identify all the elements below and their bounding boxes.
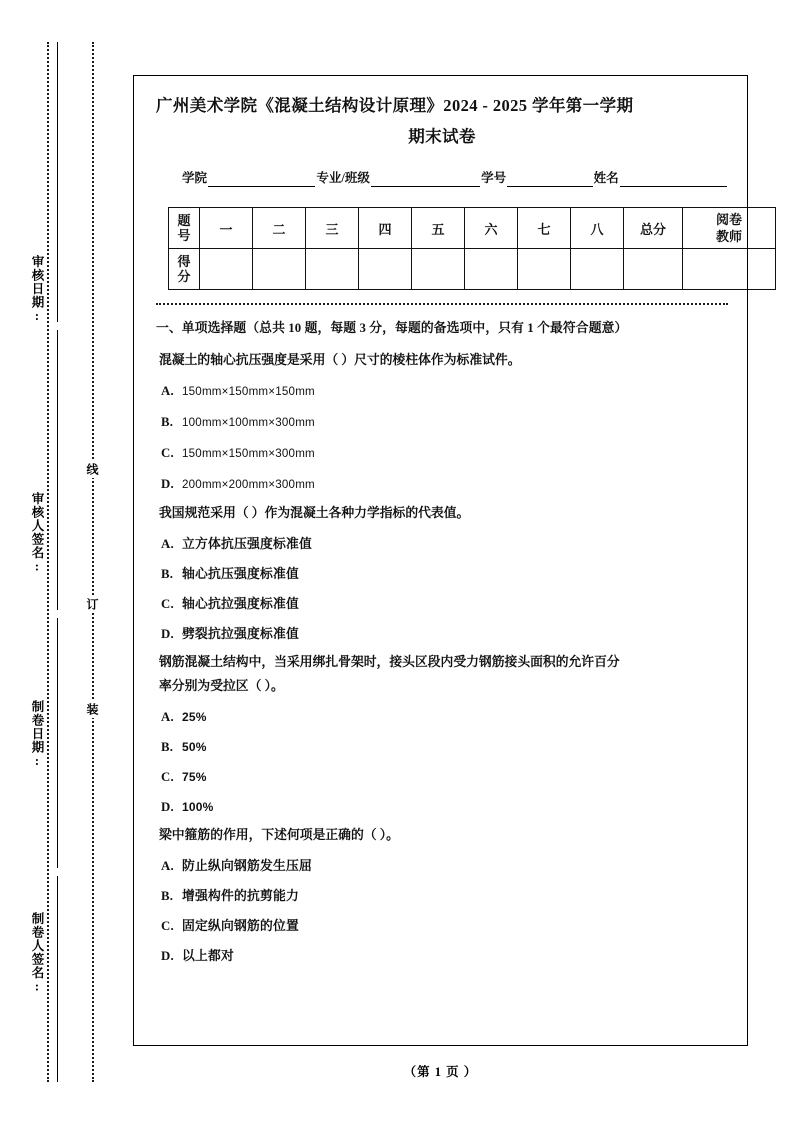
column-header-7: 七	[518, 208, 571, 249]
question-4-option-b[interactable]	[156, 885, 728, 907]
question-body	[156, 314, 728, 967]
seal-char-pack: 装	[84, 700, 101, 718]
major-input[interactable]	[371, 171, 480, 187]
margin-rule-3	[57, 618, 58, 868]
score-cell-1[interactable]	[200, 249, 253, 290]
option-text: 100mm×100mm×300mm	[182, 416, 315, 429]
margin-rule-2	[57, 330, 58, 610]
seal-char-bind: 订	[84, 595, 101, 613]
question-1-option-b[interactable]	[156, 411, 728, 434]
score-cell-grading-teacher[interactable]	[683, 249, 776, 290]
question-4-option-d[interactable]	[156, 945, 728, 967]
option-letter: D.	[161, 800, 174, 814]
question-4-option-a[interactable]	[156, 855, 728, 877]
question-3-option-c[interactable]	[156, 766, 728, 788]
outer-dashed-line	[47, 42, 49, 1082]
score-table	[168, 207, 776, 290]
margin-rule-4	[57, 876, 58, 1082]
column-header-8: 八	[571, 208, 624, 249]
dotted-separator	[156, 303, 728, 305]
option-text: 50%	[182, 740, 207, 754]
column-header-5: 五	[412, 208, 465, 249]
question-stem	[156, 501, 728, 525]
college-input[interactable]	[208, 171, 315, 187]
college-label: 学院	[182, 171, 208, 185]
left-margin-strip	[0, 0, 133, 1122]
option-letter: C.	[161, 446, 174, 460]
student-id-input[interactable]	[507, 171, 592, 187]
question-3-option-a[interactable]	[156, 706, 728, 728]
paper-date-label: 制卷日期:	[30, 700, 44, 769]
option-letter: D.	[161, 627, 174, 641]
student-id-label: 学号	[481, 171, 507, 185]
option-text: 增强构件的抗剪能力	[182, 889, 299, 903]
option-letter: B.	[161, 415, 174, 429]
inner-dashed-line	[92, 42, 94, 1082]
question-1-option-a[interactable]	[156, 380, 728, 403]
option-letter: D.	[161, 949, 174, 963]
question-3-option-d[interactable]	[156, 796, 728, 818]
section-heading: 一、单项选择题（总共 10 题，每题 3 分，每题的备选项中，只有 1 个最符合题意）	[156, 321, 628, 335]
option-text: 75%	[182, 770, 207, 784]
question-stem	[156, 348, 728, 372]
option-letter: B.	[161, 889, 174, 903]
option-letter: C.	[161, 919, 174, 933]
column-header-2: 二	[253, 208, 306, 249]
option-letter: B.	[161, 567, 174, 581]
column-header-grading-teacher	[683, 208, 776, 249]
option-text: 固定纵向钢筋的位置	[182, 919, 299, 933]
page-title-line1: 广州美术学院《混凝土结构设计原理》2024 - 2025 学年第一学期	[156, 96, 634, 115]
score-cell-6[interactable]	[465, 249, 518, 290]
major-label: 专业/班级	[316, 171, 370, 185]
question-3-stem-line-2: 率分别为受拉区（ ）。	[159, 679, 284, 693]
option-text: 立方体抗压强度标准值	[182, 537, 312, 551]
score-cell-4[interactable]	[359, 249, 412, 290]
score-cell-7[interactable]	[518, 249, 571, 290]
option-text: 劈裂抗拉强度标准值	[182, 627, 299, 641]
row-header-question-no-char2: 号	[177, 228, 191, 243]
score-cell-total[interactable]	[624, 249, 683, 290]
option-text: 以上都对	[182, 949, 234, 963]
column-header-3: 三	[306, 208, 359, 249]
question-1-option-c[interactable]	[156, 442, 728, 465]
score-cell-2[interactable]	[253, 249, 306, 290]
question-2-stem-line-1: 我国规范采用（ ）作为混凝土各种力学指标的代表值。	[159, 506, 470, 520]
column-header-6: 六	[465, 208, 518, 249]
option-text: 200mm×200mm×300mm	[182, 478, 315, 491]
page-footer: （第 1 页 ）	[403, 1065, 478, 1079]
student-info-row	[156, 168, 728, 187]
grading-teacher-line1: 阅卷	[715, 212, 742, 227]
question-1-stem-line-1: 混凝土的轴心抗压强度是采用（ ）尺寸的棱柱体作为标准试件。	[159, 353, 521, 367]
option-letter: A.	[161, 710, 174, 724]
option-letter: A.	[161, 537, 174, 551]
grading-teacher-line2: 教师	[715, 229, 742, 244]
table-row-question-numbers	[169, 208, 776, 249]
option-letter: B.	[161, 740, 174, 754]
paper-author-signature-label: 制卷人签名:	[30, 912, 44, 995]
row-header-question-no-char1: 题	[177, 213, 191, 228]
question-stem	[156, 823, 728, 847]
table-row-scores	[169, 249, 776, 290]
exam-inner-container	[156, 90, 742, 967]
question-4-stem-line-1: 梁中箍筋的作用，下述何项是正确的（ ）。	[159, 828, 399, 842]
question-2-option-a[interactable]	[156, 533, 728, 555]
row-header-score-char2: 分	[177, 269, 191, 284]
option-letter: D.	[161, 477, 174, 491]
row-header-score-char1: 得	[177, 254, 191, 269]
student-name-label: 姓名	[593, 171, 619, 185]
row-header-question-no	[169, 208, 200, 249]
option-letter: A.	[161, 859, 174, 873]
exam-content-frame	[133, 75, 748, 1046]
option-letter: C.	[161, 770, 174, 784]
question-3-stem-line-1: 钢筋混凝土结构中，当采用绑扎骨架时，接头区段内受力钢筋接头面积的允许百分	[159, 655, 620, 669]
seal-char-line: 线	[84, 460, 101, 478]
option-letter: A.	[161, 384, 174, 398]
column-header-total: 总分	[624, 208, 683, 249]
student-name-input[interactable]	[620, 171, 727, 187]
column-header-4: 四	[359, 208, 412, 249]
option-letter: C.	[161, 597, 174, 611]
question-3-option-b[interactable]	[156, 736, 728, 758]
score-cell-8[interactable]	[571, 249, 624, 290]
question-1-option-d[interactable]	[156, 473, 728, 496]
column-header-1: 一	[200, 208, 253, 249]
question-2-option-b[interactable]	[156, 563, 728, 585]
option-text: 100%	[182, 800, 214, 814]
review-date-label: 审核日期:	[30, 255, 44, 324]
score-cell-3[interactable]	[306, 249, 359, 290]
page-title	[156, 90, 728, 152]
question-2-option-c[interactable]	[156, 593, 728, 615]
question-2-option-d[interactable]	[156, 623, 728, 645]
question-stem	[156, 650, 728, 698]
score-cell-5[interactable]	[412, 249, 465, 290]
question-4-option-c[interactable]	[156, 915, 728, 937]
row-header-score	[169, 249, 200, 290]
option-text: 防止纵向钢筋发生压屈	[182, 859, 312, 873]
option-text: 150mm×150mm×150mm	[182, 385, 315, 398]
margin-rule-1	[57, 42, 58, 322]
page-title-line2: 期末试卷	[408, 127, 476, 146]
option-text: 150mm×150mm×300mm	[182, 447, 315, 460]
option-text: 轴心抗拉强度标准值	[182, 597, 299, 611]
option-text: 25%	[182, 710, 207, 724]
option-text: 轴心抗压强度标准值	[182, 567, 299, 581]
score-table-wrap	[156, 207, 742, 290]
reviewer-signature-label: 审核人签名:	[30, 492, 44, 575]
